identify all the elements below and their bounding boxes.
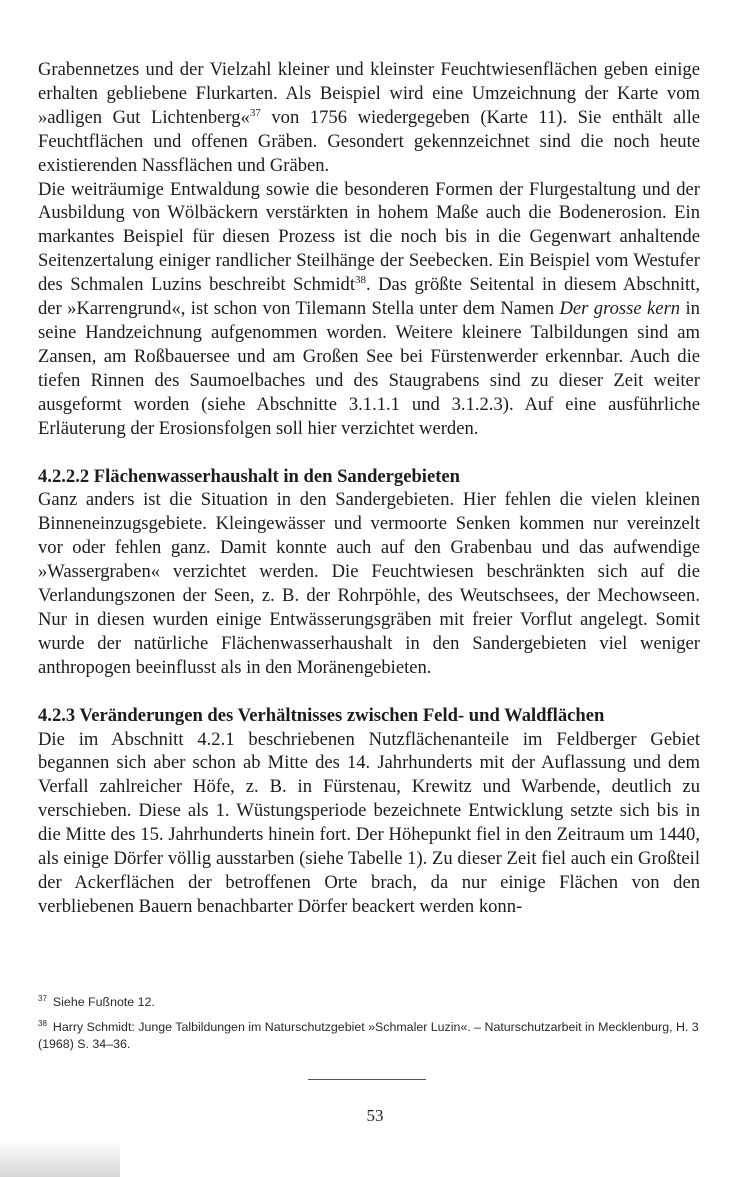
paragraph-text: in seine Handzeichnung aufgenommen worden. Weitere kleinere Talbildungen sind am Zansen, am Roßbauersee und am Großen See bei Fürstenwerder erkennbar. Auch die tiefen Rinnen des Saumoelbaches und des Staugrabens sind zu dieser Zeit weiter ausgeformt worden (siehe Abschnitte 3.1.1.1 und 3.1.2.3). Auf eine ausführliche Erläuterung der Erosionsfolgen soll hier verzichtet werden. [38,298,700,439]
section-heading-423: 4.2.3 Veränderungen des Verhältnisses zwischen Feld- und Waldflächen [38,704,605,726]
paragraph-text: Grabennetzes und der Vielzahl kleiner und kleinster Feuchtwiesenflächen geben einige erhalten gebliebene Flurkarten. Als Beispiel wird eine Umzeichnung der Karte vom »adligen Gut Lichtenberg« [38,59,700,128]
page-number: 53 [366,1106,384,1125]
footer-divider [308,1079,426,1080]
section-text-423: Die im Abschnitt 4.2.1 beschriebenen Nutzflächenanteile im Feldberger Gebiet begannen sich aber schon ab Mitte des 14. Jahrhunderts mit der Auflassung und dem Verfall zahlreicher Höfe, z. B. in Fürstenau, Krewitz und Warbende, deutlich zu verschieben. Diese als 1. Wüstungsperiode bezeichnete Entwicklung setzte sich bis in die Mitte des 15. Jahrhunderts hinein fort. Der Höhepunkt fiel in den Zeitraum um 1440, als einige Dörfer völlig ausstarben (siehe Tabelle 1). Zu dieser Zeit fiel auch ein Großteil der Ackerflächen der betroffenen Orte brach, da nur einige Flächen von den verbliebenen Bauern benachbarter Dörfer beackert werden konn- [38,728,700,917]
footnote-38 [38,1015,700,1053]
italic-title: Der grosse kern [559,298,681,320]
paragraph-text: von 1756 wiedergegeben (Karte 11). Sie enthält alle Feuchtflächen und offenen Gräben. Gesondert gekennzeichnet sind die noch heute existierenden Nassflächen und Gräben. [38,106,700,176]
paragraph-flurkarten [38,58,700,178]
paragraph-bodenerosion [38,178,700,441]
footnote-ref-37[interactable]: 37 [249,106,261,119]
paragraph-text: . Das größte Seitental in diesem Abschnitt, der »Karrengrund«, ist schon von Tilemann Stella unter dem Namen [38,274,701,320]
section-heading-4222: 4.2.2.2 Flächenwasserhaushalt in den Sandergebieten [38,465,461,487]
footnote-number: 38 [38,1019,47,1029]
footnote-number: 37 [38,994,47,1003]
section-text-4222: Ganz anders ist die Situation in den Sandergebieten. Hier fehlen die vielen kleinen Binneneinzugsgebiete. Kleingewässer und vermoorte Senken kommen nur vereinzelt vor oder fehlen ganz. Damit konnte auch auf den Grabenbau und das aufwendige »Wassergraben« verzichtet werden. Die Feuchtwiesen beschränkten sich auf die Verlandungszonen der Seen, z. B. der Rohrpöhle, des Weutschsees, der Mechowseen. Nur in diesen wurden einige Entwässerungsgräben mit freier Vorflut angelegt. Somit wurde der natürliche Flächenwasserhaushalt in den Sandergebieten viel weniger anthropogen beeinflusst als in den Moränengebieten. [38,489,700,678]
footnote-text: Harry Schmidt: Junge Talbildungen im Naturschutzgebiet »Schmaler Luzin«. – Naturschutzarbeit in Mecklenburg, H. 3 (1968) S. 34–36. [38,1020,699,1052]
footnote-37 [38,990,700,1011]
footnotes [38,990,700,1057]
footnote-text: Siehe Fußnote 12. [52,995,155,1010]
scan-shadow [0,1140,120,1177]
page-body [38,58,700,919]
footnote-ref-38[interactable]: 38 [355,273,366,286]
paragraph-text: Die weiträumige Entwaldung sowie die besonderen Formen der Flurgestaltung und der Ausbildung von Wölbäckern verstärkten in hohem Maße auch die Bodenerosion. Ein markantes Beispiel für diesen Prozess ist die noch bis in die Gegenwart anhaltende Seitenzertalung einiger randlicher Steilhänge der Seebecken. Ein Beispiel vom Westufer des Schmalen Luzins beschreibt Schmidt [38,178,700,296]
